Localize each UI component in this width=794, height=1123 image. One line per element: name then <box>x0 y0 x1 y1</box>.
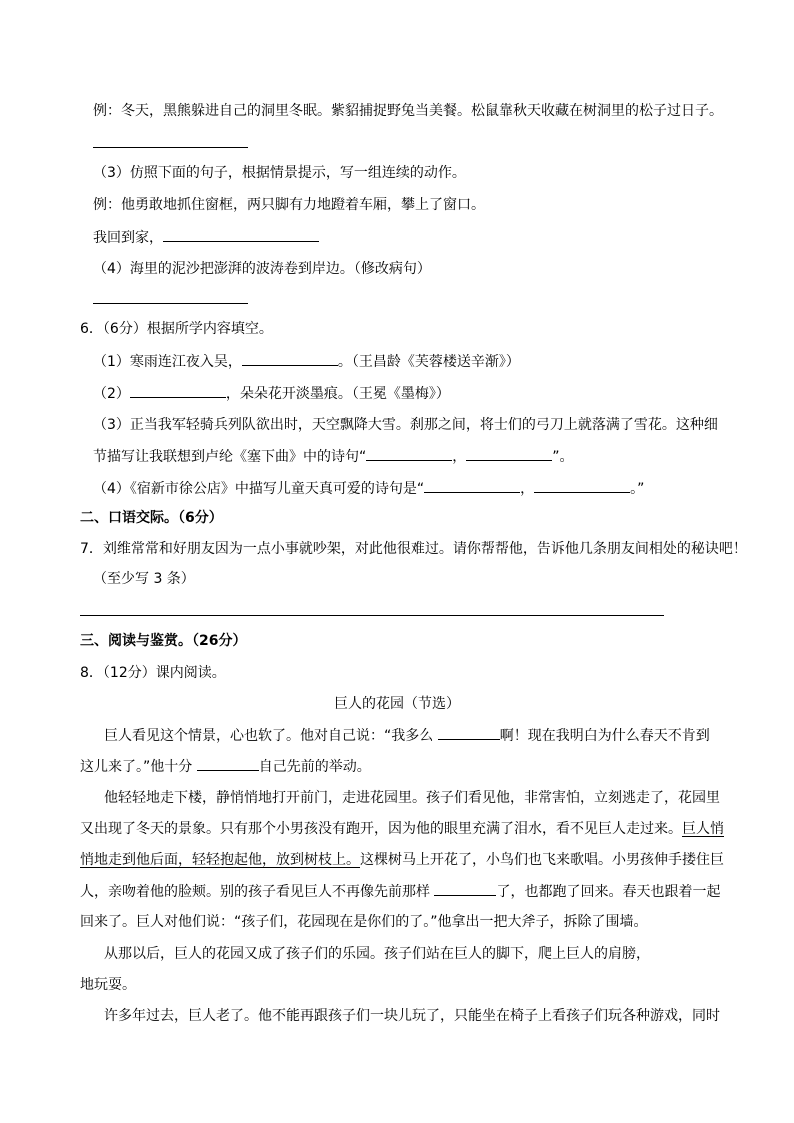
passage-p2-line3 <box>80 850 724 870</box>
passage-p1-line1 <box>104 725 710 746</box>
p2-text: 又出现了冬天的景象。只有那个小男孩没有跑开，因为他的眼里充满了泪水，看不见巨人走过来。 <box>80 821 682 837</box>
q7-line-1: 7．刘维常常和好朋友因为一点小事就吵架，对此他很难过。请你帮帮他，告诉他几条朋友间相处的秘诀吧！ <box>80 541 747 557</box>
answer-blank-q6-3b[interactable] <box>466 446 552 461</box>
q6-item-3-text: 节描写让我联想到卢纶《塞下曲》中的诗句“ <box>93 449 367 465</box>
q5-sub4-prompt: （4）海里的泥沙把澎湃的波涛卷到岸边。（修改病句） <box>93 261 431 277</box>
answer-line-q7[interactable] <box>80 615 664 616</box>
q6-title: 6．（6分）根据所学内容填空。 <box>80 321 273 337</box>
passage-p3-line1: 从那以后，巨人的花园又成了孩子们的乐园。孩子们站在巨人的脚下，爬上巨人的肩膀， <box>104 946 650 962</box>
q7-line-2: （至少写 3 条） <box>93 571 195 587</box>
passage-p2-line5: 回来了。巨人对他们说：“孩子们，花园现在是你们的了。”他拿出一把大斧子，拆除了围墙。 <box>80 914 648 930</box>
p1-text-d: 自己先前的举动。 <box>258 759 371 775</box>
q5-sub3-prompt: （3）仿照下面的句子，根据情景提示，写一组连续的动作。 <box>93 165 466 181</box>
p1-text-b: 啊！现在我明白为什么春天不肯到 <box>499 728 710 744</box>
q6-item-4 <box>93 478 644 499</box>
section-3-heading: 三、阅读与鉴赏。（26分） <box>80 633 247 649</box>
q6-item-2-num: （2） <box>93 386 130 402</box>
passage-p2-line1: 他轻轻地走下楼，静悄悄地打开前门，走进花园里。孩子们看见他，非常害怕，立刻逃走了，花园里 <box>104 790 720 806</box>
p1-text-c: 这儿来了。”他十分 <box>80 759 197 775</box>
answer-blank-q6-4a[interactable] <box>424 478 520 493</box>
q8-title: 8．（12分）课内阅读。 <box>80 665 226 681</box>
section-2-heading: 二、口语交际。（6分） <box>80 510 223 526</box>
passage-p2-line4 <box>80 881 720 902</box>
answer-line-q5-2[interactable] <box>93 147 248 148</box>
answer-blank-q6-3a[interactable] <box>366 446 452 461</box>
answer-line-q5-4[interactable] <box>93 303 248 304</box>
answer-blank-q6-2[interactable] <box>130 383 226 398</box>
q5-sub3-answer <box>93 227 319 248</box>
q6-item-3-comma: ， <box>452 449 467 465</box>
q6-item-4-comma: ， <box>520 481 535 497</box>
q6-item-3-line1: （3）正当我军轻骑兵列队欲出时，天空飘降大雪。刹那之间，将士们的弓刀上就落满了雪花。这种细 <box>93 417 718 433</box>
q6-item-1-text: （1）寒雨连江夜入吴， <box>93 354 242 370</box>
passage-p2-line2 <box>80 819 724 839</box>
passage-title: 巨人的花园（节选） <box>334 696 460 712</box>
p2-text-c: 人，亲吻着他的脸颊。别的孩子看见巨人不再像先前那样 <box>80 884 435 900</box>
p2-underlined-b: 悄地走到他后面，轻轻抱起他，放到树枝上。 <box>80 852 360 868</box>
answer-blank-p1-2[interactable] <box>197 756 259 771</box>
p2-underlined-a: 巨人悄 <box>682 821 724 837</box>
answer-blank-q5-3[interactable] <box>163 227 319 242</box>
passage-p4-line1: 许多年过去，巨人老了。他不能再跟孩子们一块儿玩了，只能坐在椅子上看孩子们玩各种游戏，同时 <box>104 1008 720 1024</box>
passage-p1-line2 <box>80 756 371 777</box>
passage-p3-line2: 地玩耍。 <box>80 977 136 993</box>
q5-sub3-answer-prefix: 我回到家， <box>93 230 163 246</box>
q5-example-1: 例：冬天，黑熊躲进自己的洞里冬眠。紫貂捕捉野兔当美餐。松鼠靠秋天收藏在树洞里的松子过日子。 <box>93 103 723 119</box>
answer-blank-q6-4b[interactable] <box>534 478 630 493</box>
q6-item-1 <box>93 351 520 372</box>
q6-item-4-text: （4）《宿新市徐公店》中描写儿童天真可爱的诗句是“ <box>93 481 425 497</box>
answer-blank-q6-1[interactable] <box>242 351 338 366</box>
answer-blank-p2[interactable] <box>434 881 496 896</box>
q6-item-2 <box>93 383 450 404</box>
q6-item-3-line2 <box>93 446 574 467</box>
p2-text-b: 这棵树马上开花了，小鸟们也飞来歌唱。小男孩伸手搂住巨 <box>360 852 724 868</box>
q5-sub3-example: 例：他勇敢地抓住窗框，两只脚有力地蹬着车厢，攀上了窗口。 <box>93 197 485 213</box>
q6-item-4-end: 。” <box>630 481 645 497</box>
q6-item-3-end: ”。 <box>552 449 574 465</box>
q6-item-1-source: 。（王昌龄《芙蓉楼送辛渐》） <box>337 354 520 370</box>
q6-item-2-text: ，朵朵花开淡墨痕。（王冕《墨梅》） <box>225 386 450 402</box>
answer-blank-p1-1[interactable] <box>438 725 500 740</box>
p2-text-d: 了，也都跑了回来。春天也跟着一起 <box>496 884 721 900</box>
p1-text-a: 巨人看见这个情景，心也软了。他对自己说：“我多么 <box>104 728 438 744</box>
